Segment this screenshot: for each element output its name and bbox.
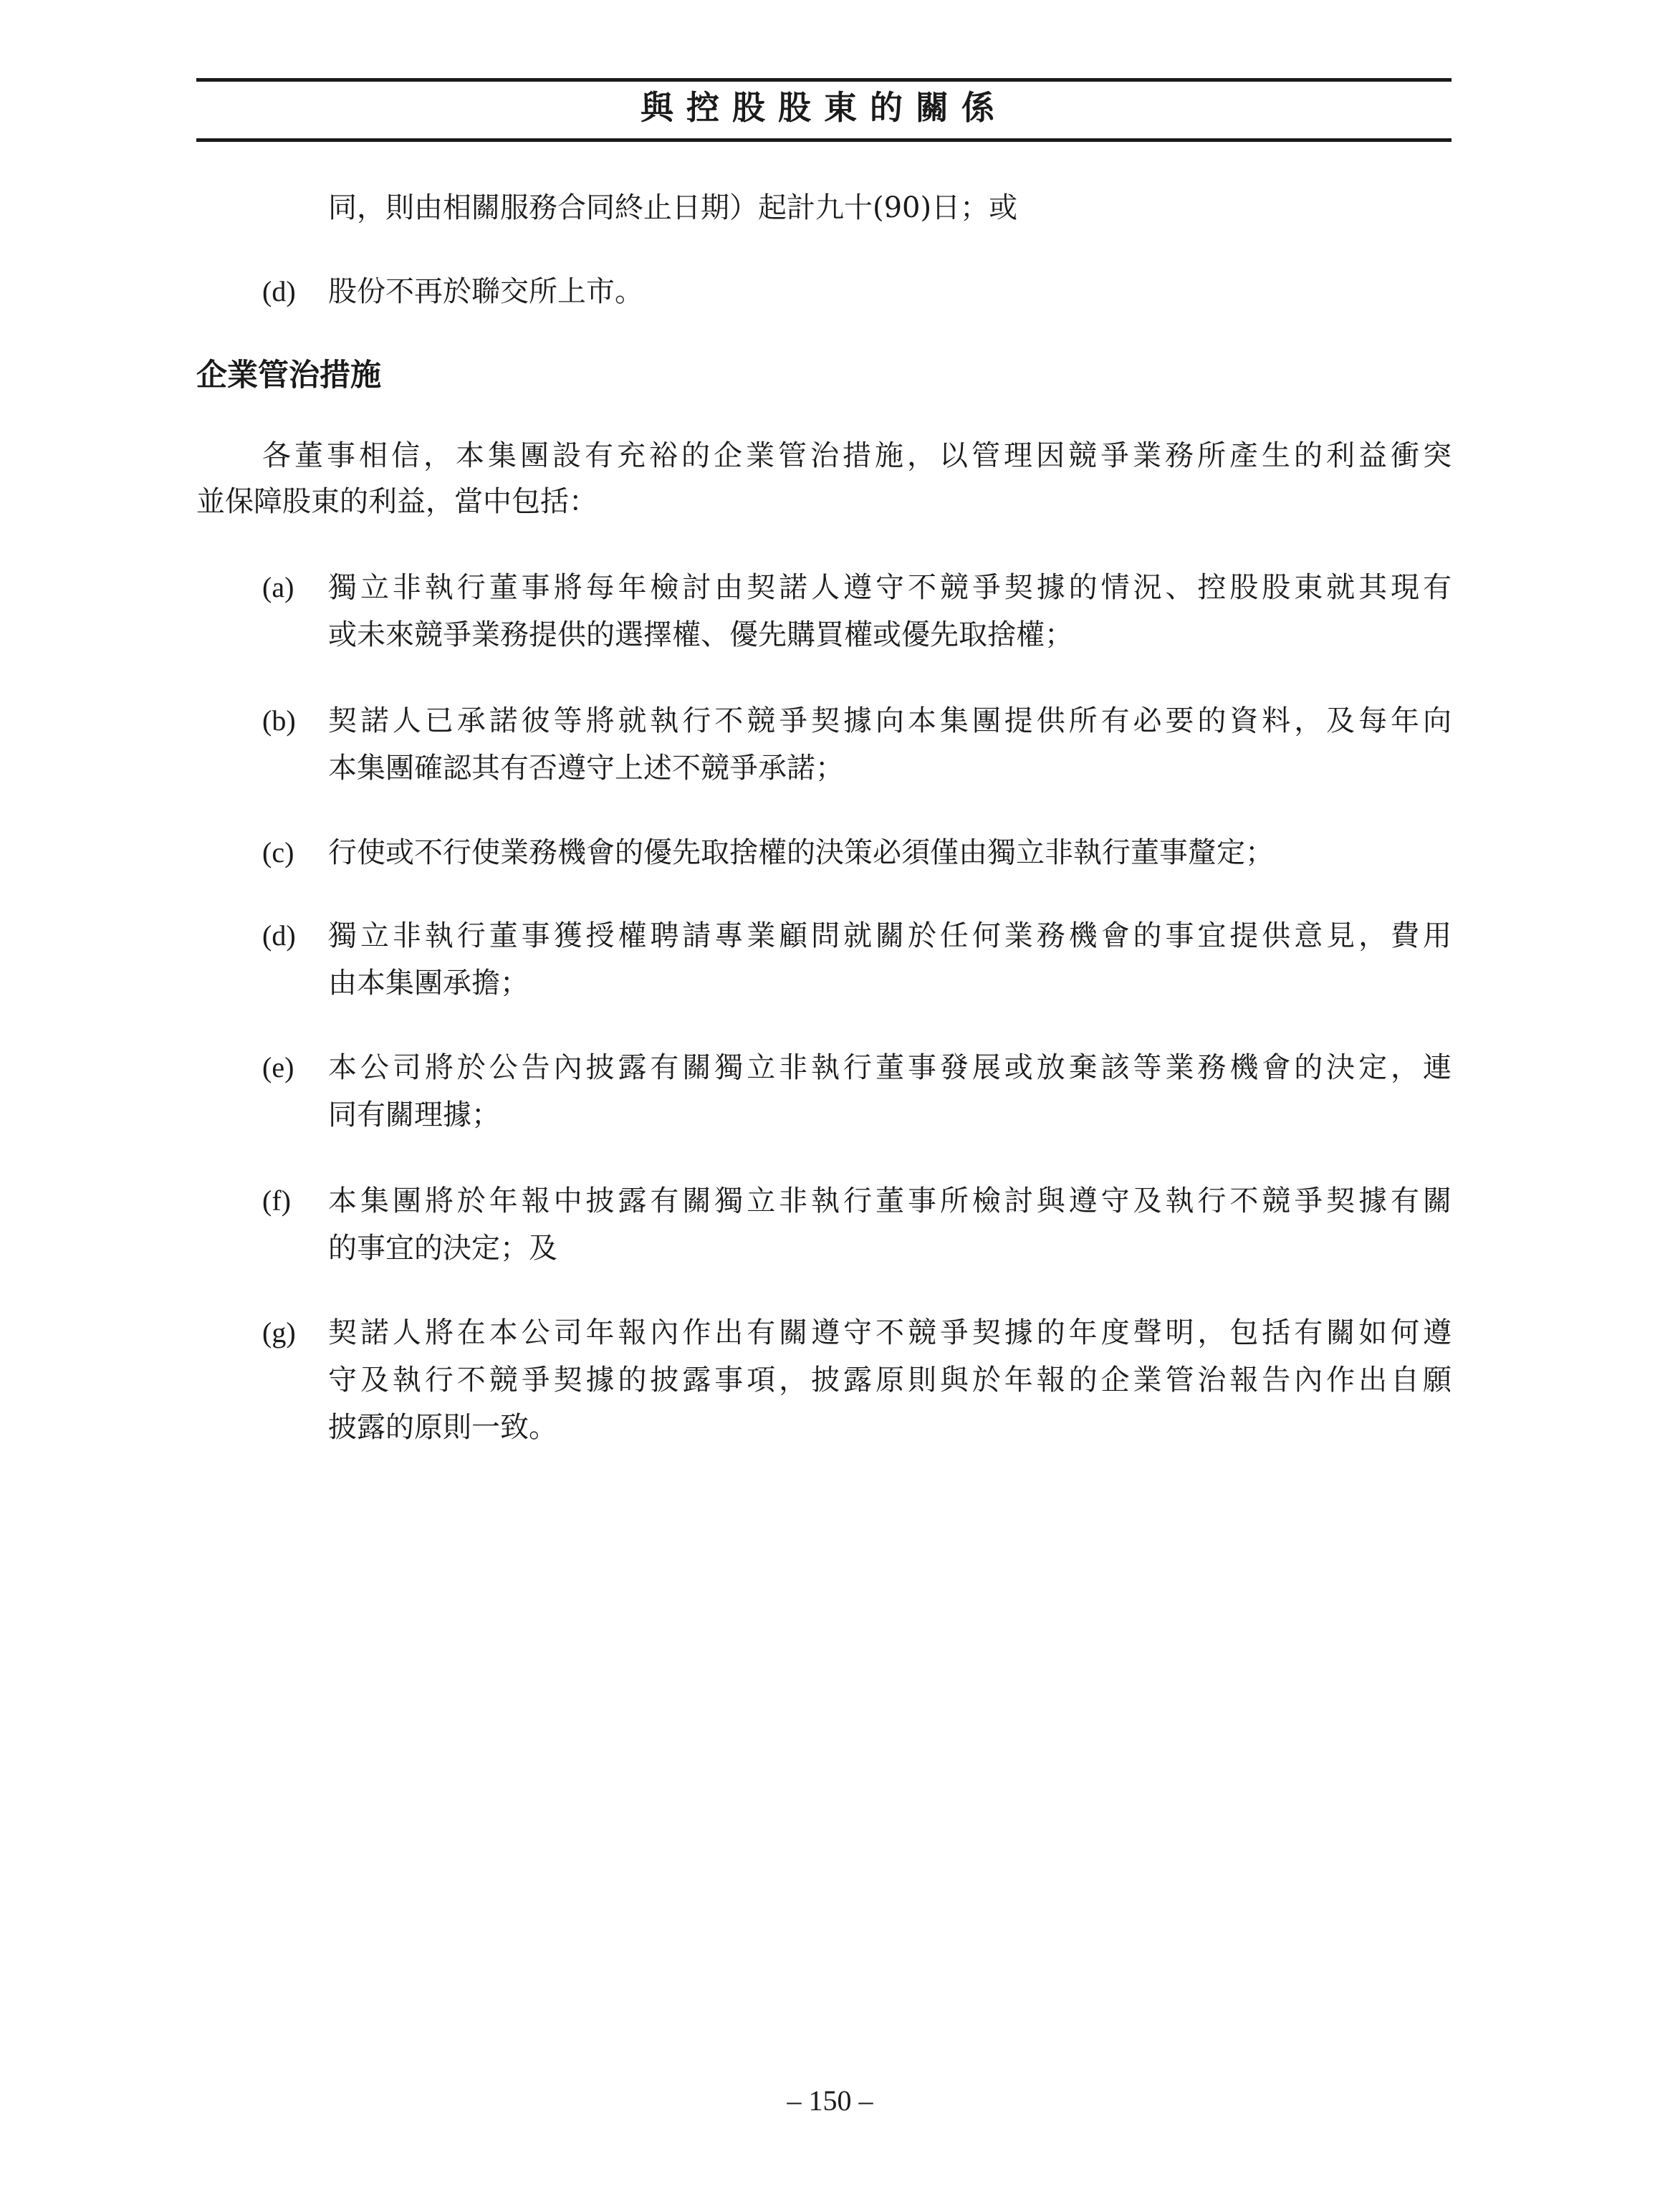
prior-item-text: 股份不再於聯交所上市。 bbox=[328, 275, 643, 308]
measure-g-line-1: 契諾人將在本公司年報內作出有關遵守不競爭契據的年度聲明，包括有關如何遵 bbox=[328, 1316, 1452, 1349]
measure-d-line-1: 獨立非執行董事獲授權聘請專業顧問就關於任何業務機會的事宜提供意見，費用 bbox=[328, 919, 1452, 952]
measure-d-label: (d) bbox=[262, 919, 296, 952]
measure-g-line-2: 守及執行不競爭契據的披露事項，披露原則與於年報的企業管治報告內作出自願 bbox=[328, 1364, 1452, 1397]
measure-c-line-1: 行使或不行使業務機會的優先取捨權的決策必須僅由獨立非執行董事釐定； bbox=[328, 836, 1274, 869]
measure-f-line-2: 的事宜的決定；及 bbox=[328, 1232, 557, 1265]
continuation-text: 同，則由相關服務合同終止日期）起計九十(90)日；或 bbox=[328, 191, 1018, 224]
page-number: – 150 – bbox=[787, 2084, 873, 2117]
measure-b-label: (b) bbox=[262, 704, 296, 737]
measure-f-line-1: 本集團將於年報中披露有關獨立非執行董事所檢討與遵守及執行不競爭契據有關 bbox=[328, 1184, 1452, 1217]
measure-b-line-2: 本集團確認其有否遵守上述不競爭承諾； bbox=[328, 752, 844, 785]
intro-line-1: 各董事相信，本集團設有充裕的企業管治措施，以管理因競爭業務所產生的利益衝突 bbox=[262, 439, 1452, 472]
measure-e-line-2: 同有關理據； bbox=[328, 1098, 500, 1131]
measure-g-label: (g) bbox=[262, 1316, 296, 1349]
measure-b-line-1: 契諾人已承諾彼等將就執行不競爭契據向本集團提供所有必要的資料，及每年向 bbox=[328, 704, 1452, 737]
measure-g-line-3: 披露的原則一致。 bbox=[328, 1411, 557, 1444]
measure-c-label: (c) bbox=[262, 836, 294, 868]
measure-a-line-1: 獨立非執行董事將每年檢討由契諾人遵守不競爭契據的情況、控股股東就其現有 bbox=[328, 571, 1452, 604]
measure-a-line-2: 或未來競爭業務提供的選擇權、優先購買權或優先取捨權； bbox=[328, 618, 1073, 651]
measure-e-line-1: 本公司將於公告內披露有關獨立非執行董事發展或放棄該等業務機會的決定，連 bbox=[328, 1051, 1452, 1084]
header-bottom-rule bbox=[196, 138, 1452, 142]
measure-e-label: (e) bbox=[262, 1051, 294, 1083]
measure-f-label: (f) bbox=[262, 1184, 291, 1217]
prior-item-label: (d) bbox=[262, 275, 296, 307]
section-heading: 企業管治措施 bbox=[196, 358, 381, 393]
measure-a-label: (a) bbox=[262, 571, 294, 603]
page-header-title: 與控股股東的關係 bbox=[641, 88, 1007, 127]
measure-d-line-2: 由本集團承擔； bbox=[328, 967, 529, 1000]
intro-line-2: 並保障股東的利益，當中包括： bbox=[196, 485, 598, 518]
header-top-rule bbox=[196, 78, 1452, 82]
